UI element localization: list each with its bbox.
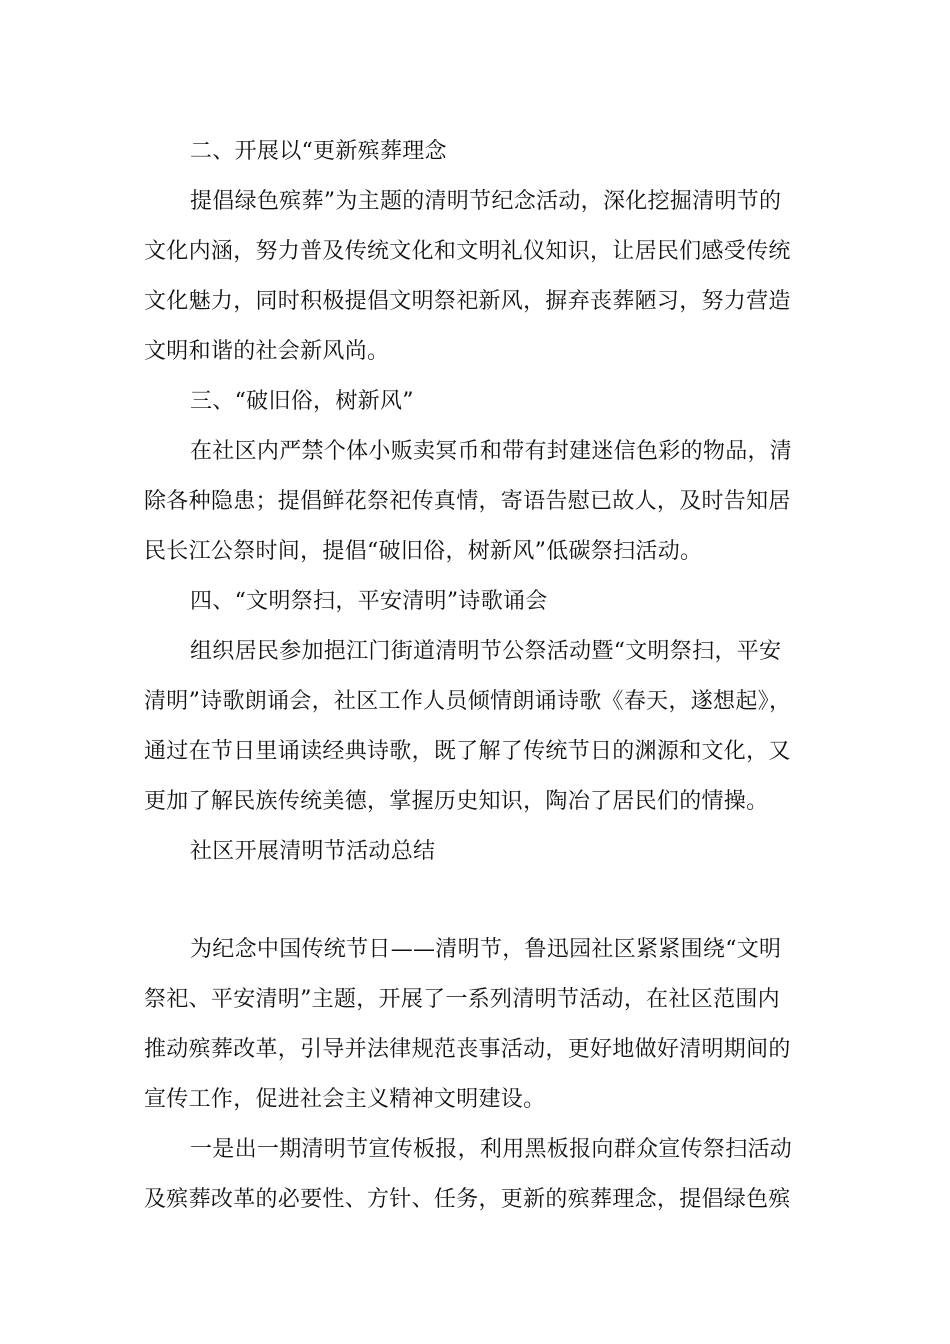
paragraph-line: 文化魅力，同时积极提倡文明祭祀新风，摒弃丧葬陋习，努力营造: [144, 289, 791, 314]
paragraph-line: 文明和谐的社会新风尚。: [144, 339, 390, 364]
paragraph-line: 提倡绿色殡葬”为主题的清明节纪念活动，深化挖掘清明节的: [190, 189, 782, 214]
paragraph-line: 文化内涵，努力普及传统文化和文明礼仪知识，让居民们感受传统: [144, 239, 791, 264]
paragraph-line: 祭祀、平安清明”主题，开展了一系列清明节活动，在社区范围内: [144, 987, 780, 1012]
paragraph-line: 在社区内严禁个体小贩卖冥币和带有封建迷信色彩的物品，清: [190, 439, 793, 464]
paragraph-line: 一是出一期清明节宣传板报，利用黑板报向群众宣传祭扫活动: [190, 1137, 793, 1162]
paragraph-line: 为纪念中国传统节日——清明节，鲁迅园社区紧紧围绕“文明: [190, 937, 782, 962]
paragraph-line: 更加了解民族传统美德，掌握历史知识，陶冶了居民们的情操。: [144, 789, 769, 814]
paragraph-line: 清明”诗歌朗诵会，社区工作人员倾情朗诵诗歌《春天，遂想起》，: [144, 689, 792, 714]
paragraph-line: 及殡葬改革的必要性、方针、任务，更新的殡葬理念，提倡绿色殡: [144, 1187, 791, 1212]
heading-section-3: 三、“破旧俗，树新风”: [190, 389, 414, 414]
paragraph-line: 通过在节日里诵读经典诗歌，既了解了传统节日的渊源和文化，又: [144, 739, 791, 764]
paragraph-line: 组织居民参加挹江门街道清明节公祭活动暨“文明祭扫，平安: [190, 639, 782, 664]
heading-section-2: 二、开展以“更新殡葬理念: [190, 139, 447, 164]
paragraph-line: 除各种隐患；提倡鲜花祭祀传真情，寄语告慰已故人，及时告知居: [144, 489, 791, 514]
paragraph-line: 民长江公祭时间，提倡“破旧俗，树新风”低碳祭扫活动。: [144, 539, 703, 564]
section-title: 社区开展清明节活动总结: [190, 839, 436, 864]
heading-section-4: 四、“文明祭扫，平安清明”诗歌诵会: [190, 589, 548, 614]
paragraph-line: 推动殡葬改革，引导并法律规范丧事活动，更好地做好清明期间的: [144, 1037, 791, 1062]
paragraph-line: 宣传工作，促进社会主义精神文明建设。: [144, 1087, 546, 1112]
